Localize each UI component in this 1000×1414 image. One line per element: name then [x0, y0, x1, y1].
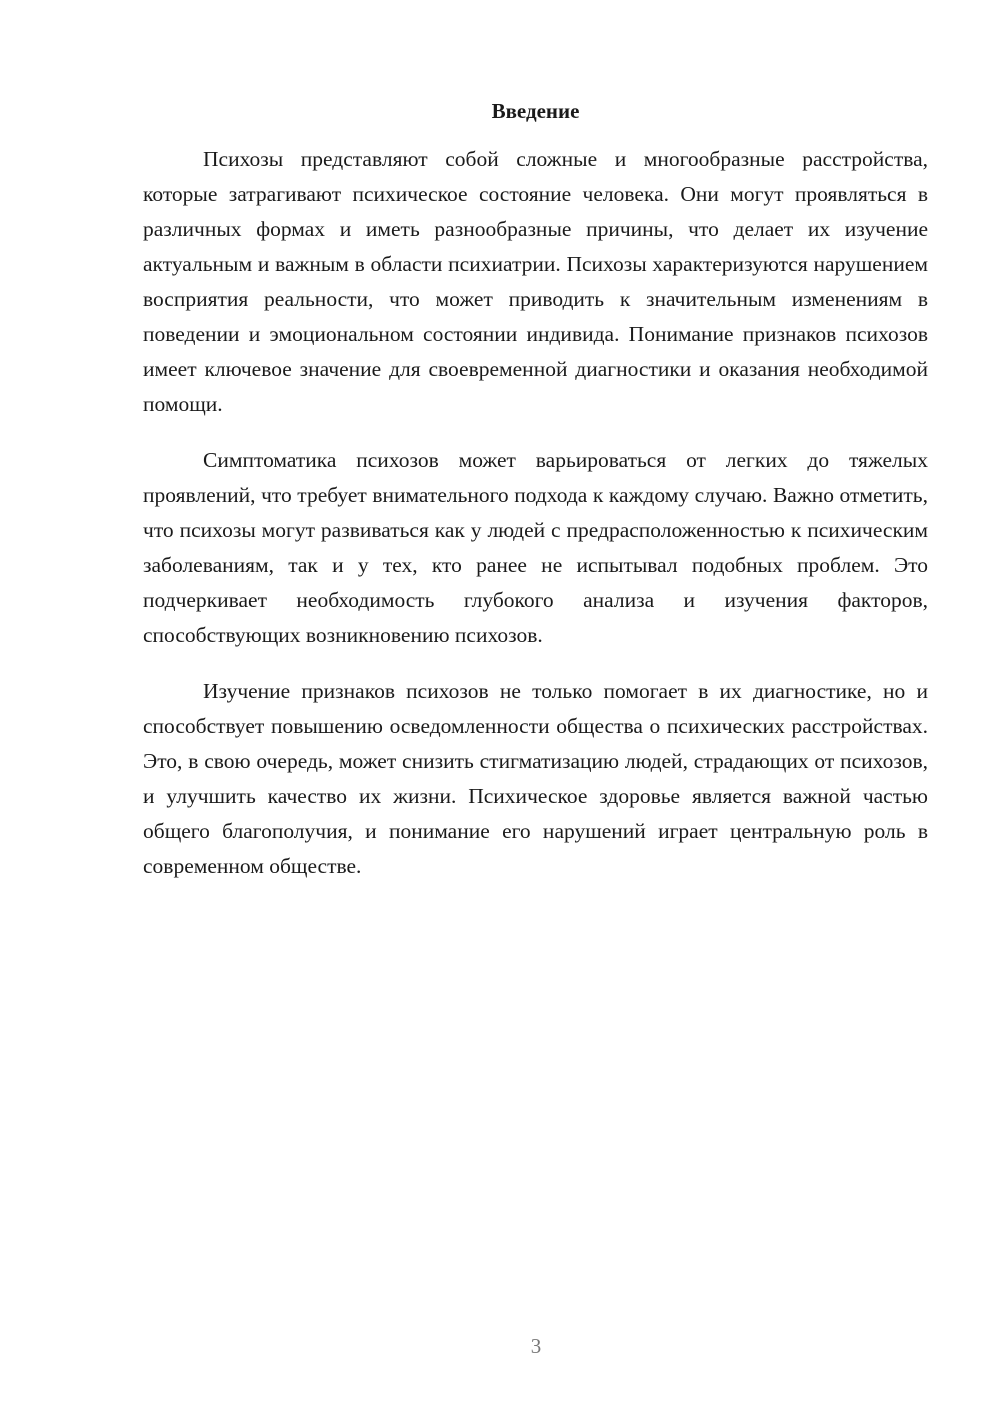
body-text: [143, 142, 928, 905]
paragraph-2: Симптоматика психозов может варьироваться от легких до тяжелых проявлений, что требует внимательного подхода к каждому случаю. Важно отметить, что психозы могут развиваться как у людей с предрасположенностью к психическим заболеваниям, так и у тех, кто ранее не испытывал подобных проблем. Это подчеркивает необходимость глубокого анализа и изучения факторов, способствующих возникновению психозов.: [143, 448, 928, 647]
section-heading: Введение: [491, 99, 580, 123]
paragraph-3: Изучение признаков психозов не только помогает в их диагностике, но и способствует повышению осведомленности общества о психических расстройствах. Это, в свою очередь, может снизить стигматизацию людей, страдающих от психозов, и улучшить качество их жизни. Психическое здоровье является важной частью общего благополучия, и понимание его нарушений играет центральную роль в современном обществе.: [143, 679, 928, 878]
paragraph-1: Психозы представляют собой сложные и многообразные расстройства, которые затрагивают психическое состояние человека. Они могут проявляться в различных формах и иметь разнообразные причины, что делает их изучение актуальным и важным в области психиатрии. Психозы характеризуются нарушением восприятия реальности, что может приводить к значительным изменениям в поведении и эмоциональном состоянии индивида. Понимание признаков психозов имеет ключевое значение для своевременной диагностики и оказания необходимой помощи.: [143, 147, 928, 416]
page-number: 3: [530, 1334, 542, 1358]
